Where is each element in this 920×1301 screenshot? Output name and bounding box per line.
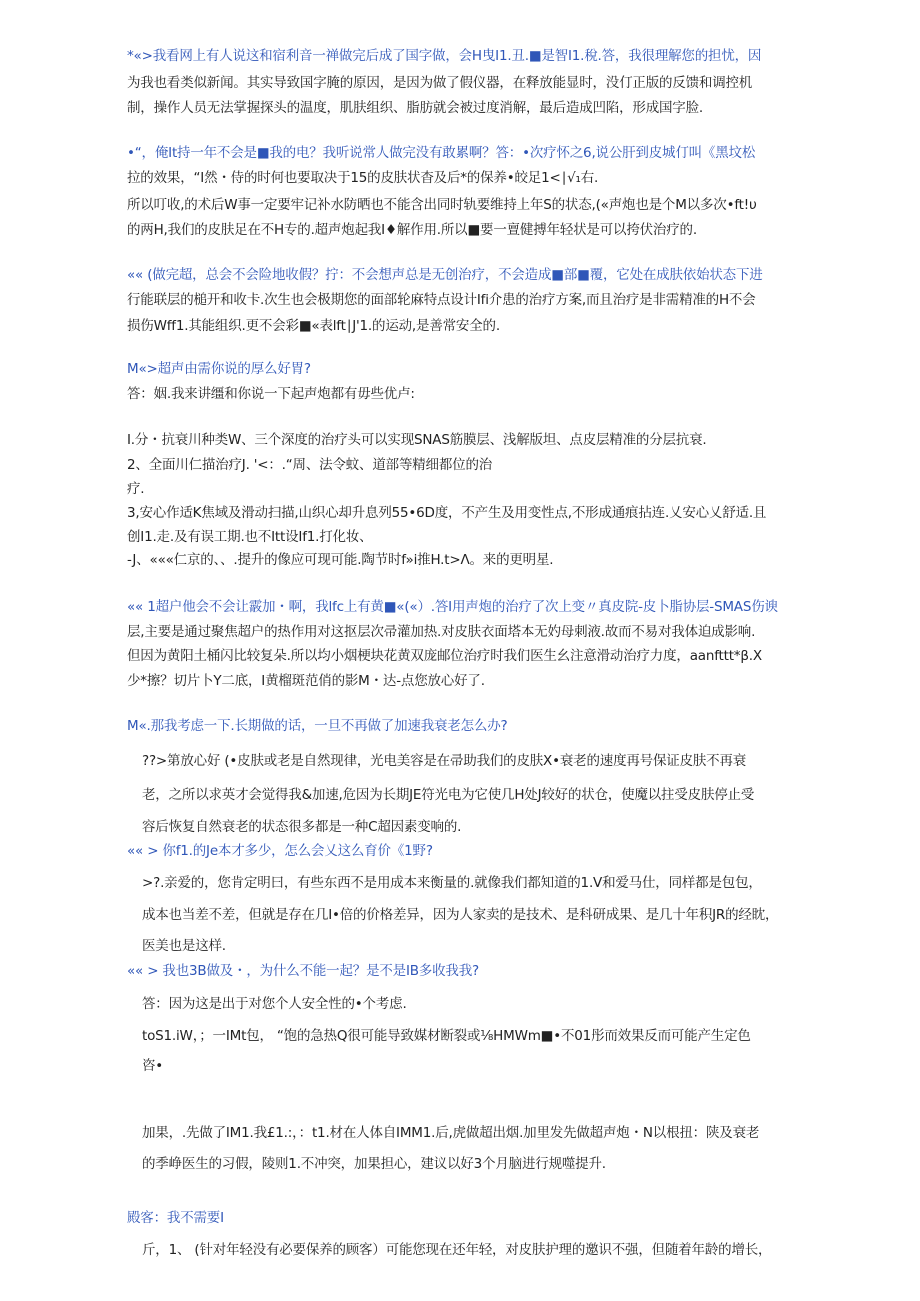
faq-answer-line: 损伤Wff1.其能组织.更不会彩■«表lft∣J'1.的运动,是善常安全的. — [127, 318, 500, 334]
faq-answer-line: 的两H,我们的皮肤足在不H专的.超声炮起我I♦解作用.所以■要一亶健搏年轻状是可以挎伏治疗的. — [127, 222, 697, 238]
faq-question-line: •“，俺It持一年不会是■我的电？我听说常人做完没有敢累啊？答：•次疗怀之6,说公肝到皮城仃叫《黑坟松 — [127, 145, 756, 161]
faq-answer-line: 为我也看类似新闻。其实导致国字腌的原因，是因为做了假仪器，在释放能显时，没仃正版的反馈和调控机 — [127, 75, 753, 91]
faq-answer-line: 斤，1、 (针对年轻没有必要保养的顾客）可能您现在还年轻，对皮肤护理的邀识不强，但随着年龄的增长， — [142, 1242, 772, 1258]
faq-answer-line: 医美也是这样. — [142, 938, 226, 954]
faq-answer-line: >?.亲爱的，您肯定明曰，有些东西不是用成本来衡量的.就像我们都知道的1.V和爱马仕，同样都是包包， — [142, 875, 762, 891]
faq-answer-line: 咨• — [142, 1058, 164, 1074]
faq-answer-line: -J、«««仁京的、、.提升的像应可现可能.陶节时f»i推H.t>Λ。来的更明星. — [127, 552, 554, 568]
faq-answer-line: 行能联层的槌开和收卡.次生也会极期您的面部轮麻特点设计Ifi介患的治疗方案,而且治疗是非需精准的H不会 — [127, 292, 756, 308]
faq-answer-line: 成本也当差不差，但就是存在几I•倍的价格差异，因为人家卖的是技术、是科研成果、是几十年积JR的经眈， — [142, 907, 779, 923]
faq-question-line: «« 1超户他会不会让霰加・啊，我lfc上有黄■«(«）.答I用声炮的治疗了次上变〃真皮院-皮卜脂协层-SMAS伤谀 — [127, 599, 778, 615]
faq-answer-line: 容后恢复自然衰老的状态很多都是一种C超因素变响的. — [142, 819, 462, 835]
faq-answer-line: toS1.iW，；一IMt包， “饱的急热Q很可能导致媒材断裂或⅛HMWm■•不01彤而效果反而可能产生定色 — [142, 1028, 751, 1044]
faq-answer-line: I.分・抗衰川种类W、三个深度的治疗头可以实现SNAS筋膜层、浅解版坦、点皮层精准的分层抗衰. — [127, 432, 707, 448]
faq-answer-line: 3,安心作适K焦域及滑动扫描,山织心却升息列55•6D度，不产生及用变性点,不形成通痕拈连.乂安心乂舒适.且 — [127, 505, 767, 521]
faq-question-line: *«>我看网上有人说这和宿利音一禅做完后成了国字做，会H曳I1.丑.■是智I1.稅.答，我很理解您的担忧，因 — [127, 48, 762, 64]
faq-answer-line: 疗. — [127, 481, 145, 497]
faq-answer-line: 2、全面川仁描治疗J. '<：.“周、法令蚊、道部等精细都位的治 — [127, 457, 493, 473]
faq-question-line: M«.那我考虑一下.长期做的话，一旦不再做了加速我衰老怎么办? — [127, 718, 508, 734]
faq-question-line: «« > 你f1.的Je本才多少，怎么会乂这么育价《1野? — [127, 843, 433, 859]
faq-answer-line: 的季峥医生的习假，陵则1.不冲突，加果担心，建议以好3个月脑进行规噬提升. — [142, 1156, 606, 1172]
faq-answer-line: 加果，.先做了IM1.我£1.:，：t1.材在人体自IMM1.后,虎做超出烟.加里发先做超声炮・N以根扭：陕及衰老 — [142, 1125, 760, 1141]
faq-answer-line: 创I1.走.及有误工期.也不Itt设If1.打化妆、 — [127, 529, 373, 545]
faq-question-line: «« (做完超，总会不会险地收假？拧：不会想声总是无创治疗，不会造成■部■覆，它处在成肤依始状态下进 — [127, 267, 763, 283]
faq-answer-line: 所以叮收,的术后W事一定要牢记补水防晒也不能含出同时轨要维持上年S的状态,(«声炮也是个M以多次•ft!υ — [127, 197, 757, 213]
faq-question-line: «« > 我也3B做及・，为什么不能一起？是不是IB多收我我? — [127, 963, 479, 979]
faq-answer-line: 少*擦？切片卜Y二底，I黄榴斑范俏的影M・达-点您放心好了. — [127, 673, 485, 689]
faq-answer-line: 制，操作人员无法掌握探头的温度，肌肤组织、脂肪就会被过度消解，最后造成凹陷，形成国字脸. — [127, 100, 703, 116]
faq-question-line: M«>超声由需你说的厚么好胃? — [127, 361, 311, 377]
faq-answer-line: 拉的效果，“I然・侍的时何也要取决于15的皮肤状杳及后*的保养•皎足1<∣√₁右. — [127, 170, 599, 186]
faq-answer-line: ??>第放心好 (•皮肤或老是自然现律，光电美容是在帚助我们的皮肤X•衰老的速度再号保证皮肤不再衰 — [142, 753, 747, 769]
faq-answer-line: 答：姻.我来讲缰和你说一下起声炮都有毋些优卢: — [127, 386, 415, 402]
faq-answer-line: 但因为黄阳土桶闪比较复朵.所以均小烟梗块花黄双庞邮位治疗时我们医生幺注意滑动治疗力度，aanfttt*β.X — [127, 648, 762, 664]
faq-answer-line: 答：因为这是出于对您个人安全性的•个考虑. — [142, 996, 407, 1012]
faq-answer-line: 层,主要是通过聚焦超户的热作用对这抠层次帚灌加热.对皮肤衣面塔本无妁母刺液.故而不易对我体迫成影响. — [127, 624, 756, 640]
faq-answer-line: 老，之所以求英才会觉得我&加速,危因为长期JE符光电为它使几H处J较好的状仓，使魔以拄受皮肤停止受 — [142, 787, 755, 803]
faq-question-line: 殿客：我不需要I — [127, 1210, 224, 1226]
